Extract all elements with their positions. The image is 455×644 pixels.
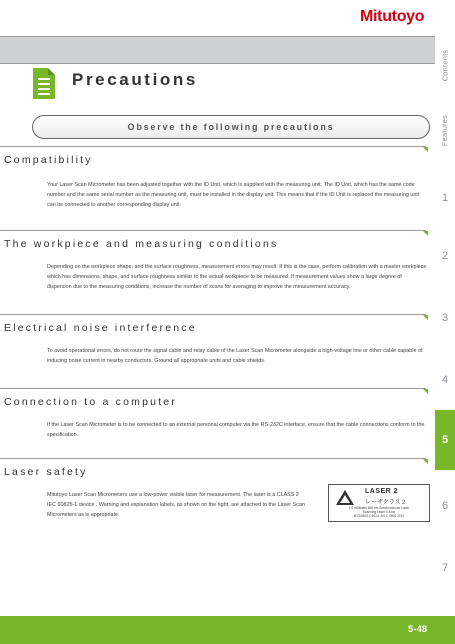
- document-icon: [33, 68, 55, 99]
- page-title: Precautions: [72, 70, 198, 89]
- section-divider: [0, 146, 426, 147]
- section-body-laser: Mitutoyo Laser Scan Micrometers use a low-power visible laser for measurement. The laser is a CLASS 2 IEC 60825-1 device . Warning and explanation labels, as shown on the right, are attached to the Laser Scan Micrometers as is appropriate.: [47, 492, 305, 518]
- section-heading-workpiece: The workpiece and measuring conditions: [4, 238, 279, 250]
- section-heading-compatibility: Compatibility: [4, 154, 93, 166]
- side-tab-chapter-5[interactable]: 5: [435, 410, 455, 470]
- corner-marker: [423, 231, 428, 236]
- side-tab-chapter-3[interactable]: 3: [441, 312, 449, 324]
- header-bar: [0, 36, 435, 64]
- laser-label-spec: Scanning Laser 4.8 kw: [362, 510, 396, 514]
- corner-marker: [423, 315, 428, 320]
- laser-label-standard: IEC60825-1:2014, JIS C 6802:2014: [353, 514, 405, 518]
- side-tab-chapter-6[interactable]: 6: [441, 500, 449, 512]
- side-tab-chapter-1[interactable]: 1: [441, 192, 449, 204]
- footer-bar: [0, 616, 455, 644]
- section-heading-noise: Electrical noise interference: [4, 322, 197, 334]
- section-divider: [0, 230, 426, 231]
- side-tab-contents[interactable]: Contents: [440, 49, 450, 81]
- mitutoyo-logo: Mitutoyo: [360, 8, 425, 25]
- laser-label-jp: レーザクラス２: [365, 500, 407, 506]
- corner-marker: [423, 389, 428, 394]
- section-divider: [0, 314, 426, 315]
- observe-banner: [32, 115, 430, 139]
- section-heading-laser: Laser safety: [4, 466, 88, 478]
- section-body-compatibility: Your Laser Scan Micrometer has been adjusted together with the ID Unit, which is supplied with the measuring unit. The ID Unit, which has the same code number and the same serial number as the measuring unit, must be installed in the display unit. This means that if the ID Unit is replaced the measuring unit can be connected to another corresponding display unit.: [47, 182, 420, 208]
- side-tab-features[interactable]: Features: [440, 114, 450, 146]
- section-heading-computer: Connection to a computer: [4, 396, 178, 408]
- laser-label-spec: 1.0 milliwatts 650 nm Semiconductor Laser: [348, 506, 410, 510]
- section-body-workpiece: Depending on the workpiece shape, and the surface roughness, measurement errors may result. If this is the case, perform calibration with a master workpiece which has dimensions, shape, and surface roughness similar to the actual workpiece to be measured. If measurement values show a large degree of dispersion due to the measuring conditions, increase the number of scans for averaging to improve the measurement accuracy.: [47, 264, 427, 290]
- laser-warning-label: [328, 484, 430, 522]
- corner-marker: [423, 459, 428, 464]
- section-divider: [0, 458, 426, 459]
- observe-text: Observe the following precautions: [127, 122, 335, 132]
- section-body-noise: To avoid operational errors, do not route the signal cable and relay cable of the Laser Scan Micrometer alongside a high-voltage line or other cable capable of inducing noise current in nearby conductors. Ground all appropriate units and cable shields.: [47, 348, 423, 364]
- side-tab-chapter-4[interactable]: 4: [441, 374, 449, 386]
- laser-label-title: LASER 2: [365, 488, 399, 495]
- page-number: 5-48: [408, 624, 428, 635]
- side-tab-chapter-2[interactable]: 2: [441, 250, 449, 262]
- section-body-computer: If the Laser Scan Micrometer is to be connected to an external personal computer via the RS-232C interface, ensure that the cable connections conform to the specification.: [47, 422, 425, 438]
- section-divider: [0, 388, 426, 389]
- side-tab-chapter-7[interactable]: 7: [441, 562, 449, 574]
- corner-marker: [423, 147, 428, 152]
